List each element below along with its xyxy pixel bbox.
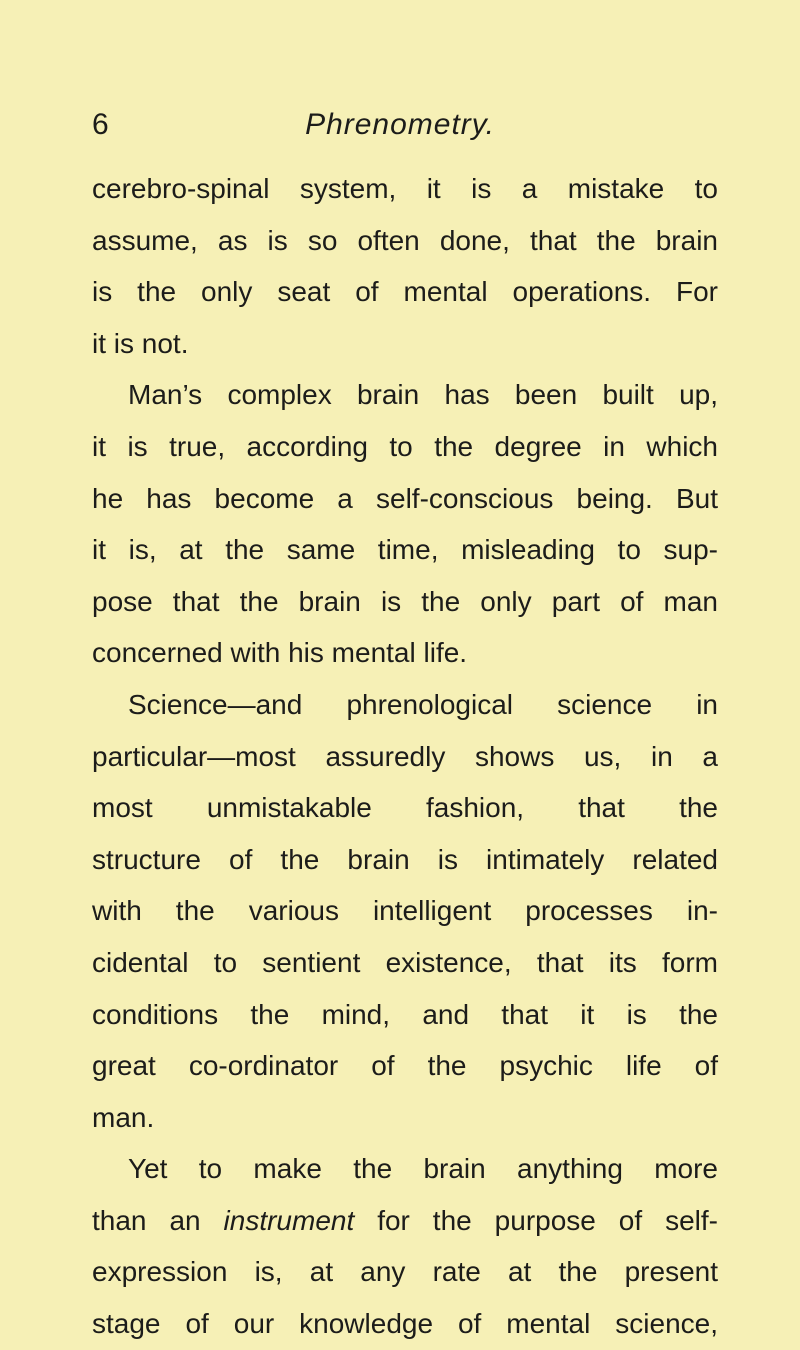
text-line: he has become a self-conscious being. But [92,482,718,514]
text-line: cidental to sentient existence, that its form [92,946,718,978]
text-line: with the various intelligent processes in- [92,895,718,927]
text-line [92,1195,718,1247]
text-line: assume, as is so often done, that the brain [92,224,718,256]
page-number: 6 [92,108,109,141]
text-line: it is not. [92,327,189,359]
text-line: structure of the brain is intimately related [92,843,718,875]
text-line: particular—most assuredly shows us, in a [92,740,718,772]
text-line: concerned with his mental life. [92,637,468,669]
text-line: great co-ordinator of the psychic life of [92,1050,718,1082]
text-line: it is, at the same time, misleading to sup- [92,534,718,566]
body-text [92,163,718,1350]
text-run: for the purpose of self- [354,1204,718,1236]
text-line: is the only seat of mental operations. For [92,276,718,308]
emphasis-text: instrument [223,1204,355,1236]
text-line: Science—and phrenological science in [128,688,718,720]
text-line: conditions the mind, and that it is the [92,998,718,1030]
running-head [0,105,800,155]
text-line: most unmistakable fashion, that the [92,792,718,824]
text-line: Yet to make the brain anything more [128,1153,718,1185]
text-line: it is true, according to the degree in which [92,430,718,462]
text-line: Man’s complex brain has been built up, [128,379,718,411]
text-line: cerebro-spinal system, it is a mistake to [92,173,718,204]
text-line: stage of our knowledge of mental science, [92,1308,718,1340]
text-line: expression is, at any rate at the present [92,1256,718,1288]
running-title: Phrenometry. [305,108,495,141]
text-run: than an [92,1204,224,1236]
text-line: man. [92,1101,155,1133]
text-line: pose that the brain is the only part of man [92,585,718,617]
